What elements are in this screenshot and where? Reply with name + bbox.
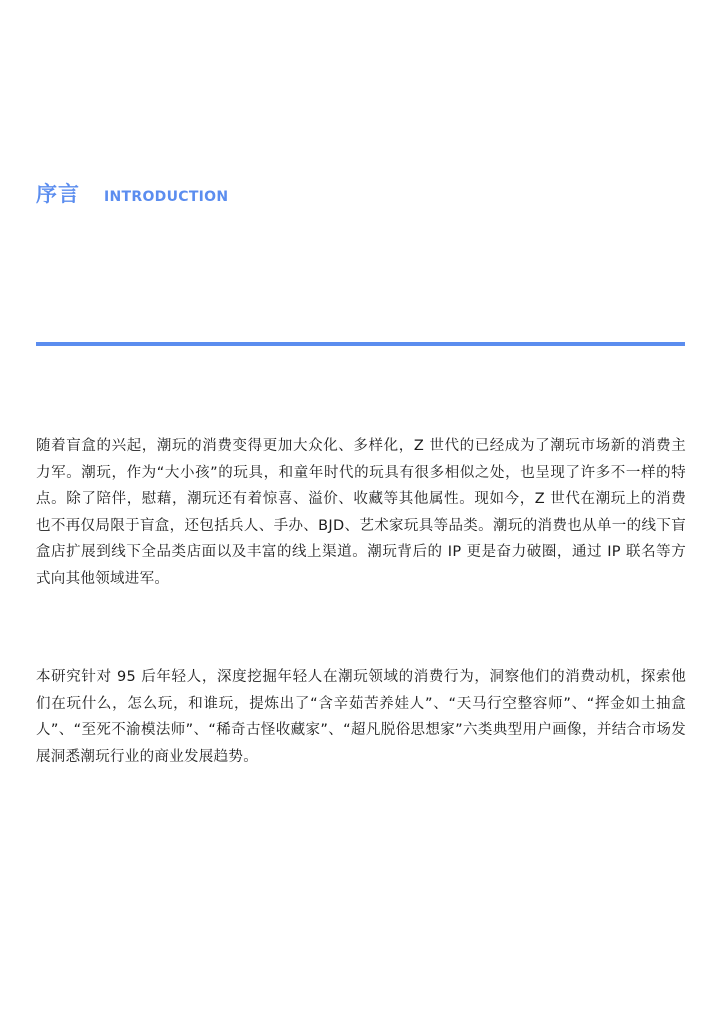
section-title-en: INTRODUCTION (104, 189, 229, 205)
section-title-cn: 序言 (36, 182, 80, 206)
accent-divider (36, 342, 685, 346)
intro-paragraph-2: 本研究针对 95 后年轻人，深度挖掘年轻人在潮玩领域的消费行为，洞察他们的消费动机，探索他们在玩什么，怎么玩，和谁玩，提炼出了“含辛茹苦养娃人”、“天马行空整容师”、“挥金如土抽盒人”、“至死不渝模法师”、“稀奇古怪收藏家”、“超凡脱俗思想家”六类典型用户画像，并结合市场发展洞悉潮玩行业的商业发展趋势。 (36, 669, 686, 765)
section-heading (36, 178, 228, 208)
intro-paragraph-1: 随着盲盒的兴起，潮玩的消费变得更加大众化、多样化，Z 世代的已经成为了潮玩市场新的消费主力军。潮玩，作为“大小孩”的玩具，和童年时代的玩具有很多相似之处，也呈现了许多不一样的特点。除了陪伴，慰藉，潮玩还有着惊喜、溢价、收藏等其他属性。现如今，Z 世代在潮玩上的消费也不再仅局限于盲盒，还包括兵人、手办、BJD、艺术家玩具等品类。潮玩的消费也从单一的线下盲盒店扩展到线下全品类店面以及丰富的线上渠道。潮玩背后的 IP 更是奋力破圈，通过 IP 联名等方式向其他领域进军。 (36, 438, 686, 587)
